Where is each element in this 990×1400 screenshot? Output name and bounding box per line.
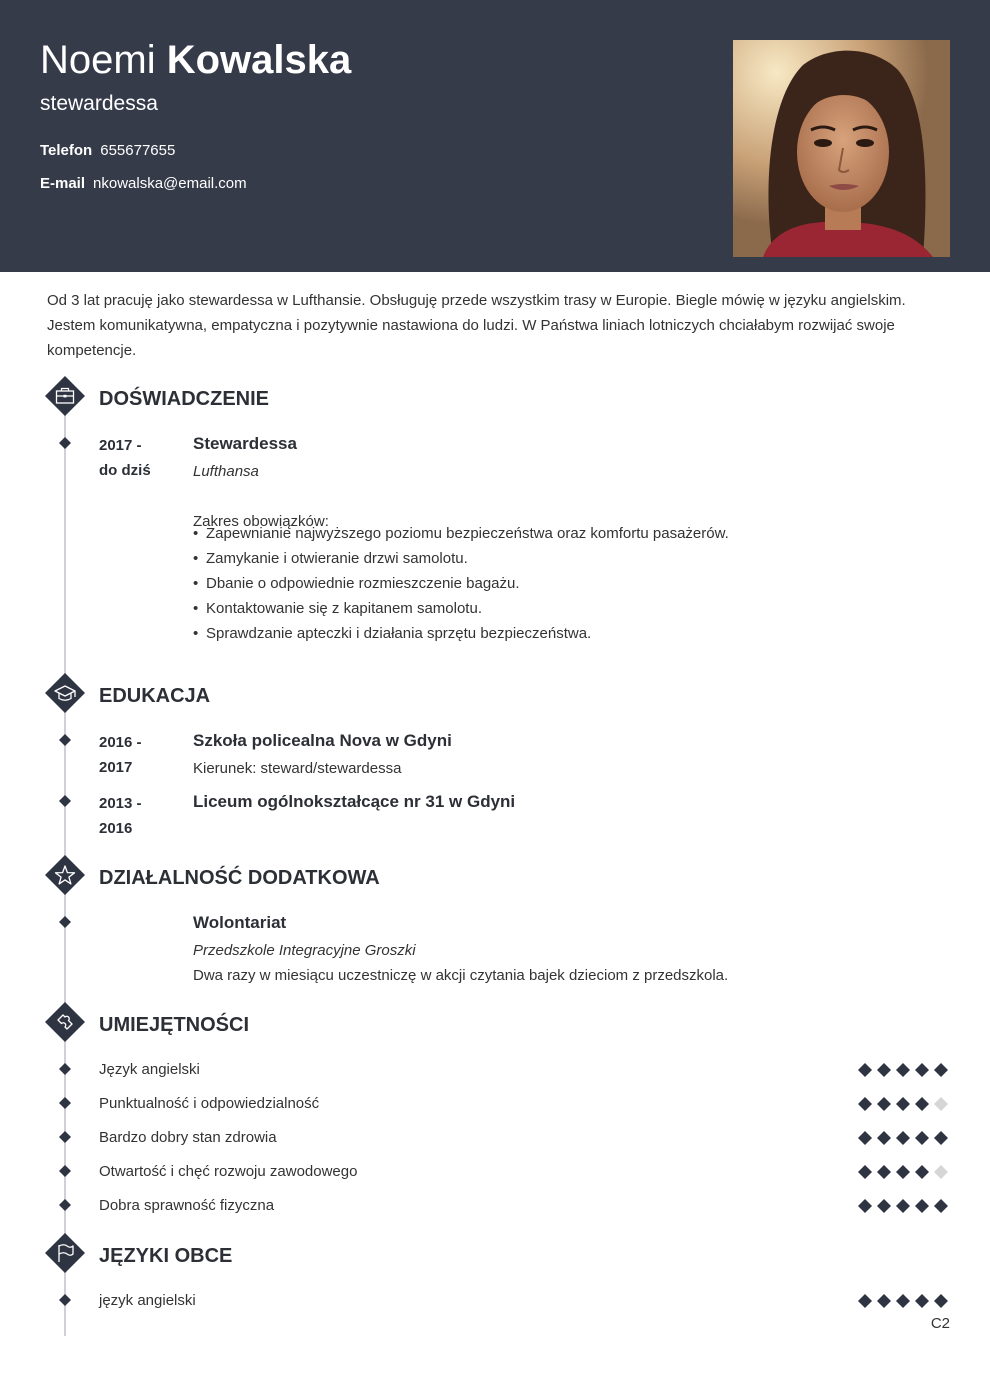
skill-name: Bardzo dobry stan zdrowia: [99, 1129, 277, 1146]
duty-item: • Dbanie o odpowiednie rozmieszczenie bagażu.: [193, 571, 729, 596]
skill-name: Język angielski: [99, 1061, 200, 1078]
education-dates: [99, 791, 142, 841]
skill-rating: [858, 1165, 952, 1179]
timeline-dot: [59, 734, 71, 746]
email-row: [40, 174, 247, 194]
language-rating: [858, 1294, 952, 1308]
duties-label: Zakres obowiązków:: [193, 513, 329, 530]
rating-diamond-filled: [858, 1097, 872, 1111]
school-name: Szkoła policealna Nova w Gdyni: [193, 731, 452, 750]
timeline-dot: [59, 1165, 71, 1177]
section-title-languages: JĘZYKI OBCE: [99, 1245, 233, 1267]
graduation-cap-icon: [45, 673, 85, 713]
section-title-skills: UMIEJĘTNOŚCI: [99, 1014, 250, 1036]
duties-list: [193, 521, 729, 646]
phone-row: [40, 141, 175, 161]
star-icon: [45, 855, 85, 895]
rating-diamond-filled: [915, 1165, 929, 1179]
skill-rating: [858, 1131, 952, 1145]
language-level: C2: [930, 1315, 950, 1332]
rating-diamond-filled: [896, 1199, 910, 1213]
rating-diamond-filled: [915, 1199, 929, 1213]
rating-diamond-filled: [915, 1063, 929, 1077]
section-title-education: EDUKACJA: [99, 685, 211, 707]
rating-diamond-filled: [915, 1097, 929, 1111]
resume-header: [0, 0, 990, 272]
activity-org: Przedszkole Integracyjne Groszki: [193, 942, 416, 959]
education-dates: [99, 730, 142, 780]
timeline-dot: [59, 1063, 71, 1075]
date-to: do dziś: [99, 462, 151, 479]
timeline-dot: [59, 437, 71, 449]
rating-diamond-filled: [934, 1131, 948, 1145]
experience-dates: [99, 433, 151, 483]
date-to: 2016: [99, 820, 133, 837]
rating-diamond-filled: [877, 1165, 891, 1179]
skill-rating: [858, 1097, 952, 1111]
school-name: Liceum ogólnokształcące nr 31 w Gdyni: [193, 792, 516, 811]
rating-diamond-filled: [934, 1294, 948, 1308]
rating-diamond-filled: [877, 1097, 891, 1111]
skill-rating: [858, 1199, 952, 1213]
rating-diamond-empty: [934, 1165, 948, 1179]
rating-diamond-filled: [877, 1131, 891, 1145]
section-title-experience: DOŚWIADCZENIE: [99, 388, 269, 410]
rating-diamond-empty: [934, 1097, 948, 1111]
profile-summary: Od 3 lat pracuję jako stewardessa w Lufthansie. Obsługuję przede wszystkim trasy w Europie. Biegle mówię w języku angielskim. Jestem komunikatywna, empatyczna i pozytywnie nastawiona do ludzi. W Państwa liniach lotniczych chciałabym rozwijać swoje kompetencje.: [47, 292, 906, 359]
rating-diamonds: [858, 1199, 952, 1213]
activity-text: Dwa razy w miesiącu uczestniczę w akcji czytania bajek dzieciom z przedszkola.: [193, 967, 729, 984]
timeline-dot: [59, 1097, 71, 1109]
activity-title: Wolontariat: [193, 913, 287, 932]
rating-diamond-filled: [877, 1199, 891, 1213]
rating-diamond-filled: [915, 1294, 929, 1308]
school-detail: Kierunek: steward/stewardessa: [193, 760, 402, 777]
rating-diamond-filled: [896, 1097, 910, 1111]
rating-diamond-filled: [934, 1199, 948, 1213]
rating-diamond-filled: [858, 1063, 872, 1077]
language-name: język angielski: [99, 1292, 196, 1309]
timeline-dot: [59, 795, 71, 807]
date-from: 2013 -: [99, 795, 142, 812]
first-name: Noemi: [40, 38, 156, 82]
timeline-dot: [59, 916, 71, 928]
duty-item: • Sprawdzanie apteczki i działania sprzętu bezpieczeństwa.: [193, 621, 729, 646]
rating-diamond-filled: [915, 1131, 929, 1145]
duty-item: • Zapewnianie najwyższego poziomu bezpieczeństwa oraz komfortu pasażerów.: [193, 521, 729, 546]
rating-diamond-filled: [877, 1063, 891, 1077]
timeline-dot: [59, 1131, 71, 1143]
section-title-activities: DZIAŁALNOŚĆ DODATKOWA: [99, 867, 380, 889]
rating-diamonds: [858, 1165, 952, 1179]
last-name: Kowalska: [166, 38, 352, 82]
duty-item: • Zamykanie i otwieranie drzwi samolotu.: [193, 546, 729, 571]
rating-diamond-filled: [896, 1294, 910, 1308]
date-to: 2017: [99, 759, 133, 776]
rating-diamond-filled: [858, 1165, 872, 1179]
timeline-dot: [59, 1199, 71, 1211]
profile-photo: [733, 40, 950, 257]
email-value: nkowalska@email.com: [93, 175, 247, 192]
rating-diamond-filled: [896, 1063, 910, 1077]
rating-diamond-filled: [934, 1063, 948, 1077]
timeline-dot: [59, 1294, 71, 1306]
skill-name: Otwartość i chęć rozwoju zawodowego: [99, 1163, 358, 1180]
rating-diamond-filled: [877, 1294, 891, 1308]
experience-position: Stewardessa: [193, 434, 297, 453]
email-label: E-mail: [40, 175, 86, 192]
job-title: stewardessa: [40, 92, 158, 115]
rating-diamonds: [858, 1063, 952, 1077]
skill-name: Dobra sprawność fizyczna: [99, 1197, 275, 1214]
rating-diamond-filled: [858, 1131, 872, 1145]
rating-diamonds: [858, 1097, 952, 1111]
phone-value: 655677655: [100, 142, 176, 159]
skill-name: Punktualność i odpowiedzialność: [99, 1095, 320, 1112]
phone-label: Telefon: [40, 142, 93, 159]
rating-diamonds: [858, 1294, 952, 1308]
experience-company: Lufthansa: [193, 463, 259, 480]
rating-diamond-filled: [858, 1199, 872, 1213]
puzzle-icon: [45, 1002, 85, 1042]
rating-diamond-filled: [896, 1131, 910, 1145]
duty-item: • Kontaktowanie się z kapitanem samolotu.: [193, 596, 729, 621]
date-from: 2017 -: [99, 437, 142, 454]
briefcase-icon: [45, 376, 85, 416]
rating-diamond-filled: [896, 1165, 910, 1179]
rating-diamonds: [858, 1131, 952, 1145]
skill-rating: [858, 1063, 952, 1077]
rating-diamond-filled: [858, 1294, 872, 1308]
candidate-name: [40, 36, 351, 84]
portrait-image: [733, 40, 950, 257]
date-from: 2016 -: [99, 734, 142, 751]
flag-icon: [45, 1233, 85, 1273]
